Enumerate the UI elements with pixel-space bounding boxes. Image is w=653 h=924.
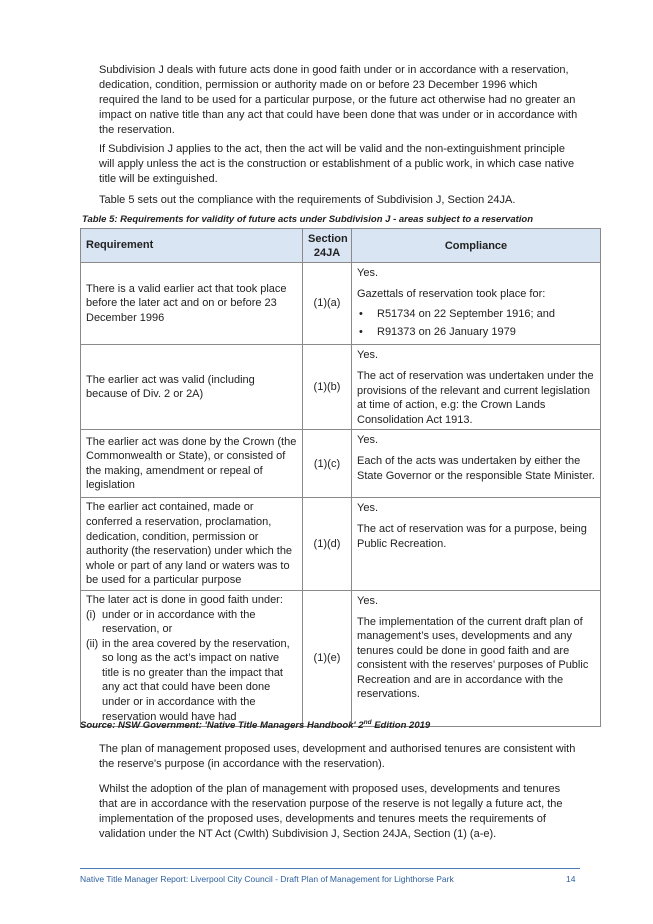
table-row xyxy=(81,590,601,726)
intro-paragraph-3: Table 5 sets out the compliance with the requirements of Subdivision J, Section 24JA. xyxy=(99,194,516,206)
requirement-cell: The earlier act was valid (including because of Div. 2 or 2A) xyxy=(81,345,303,430)
section-cell: (1)(c) xyxy=(303,430,352,498)
bullet-icon: • xyxy=(359,325,363,338)
list-item xyxy=(357,307,595,322)
header-section: Section 24JA xyxy=(303,229,352,263)
list-item xyxy=(86,637,297,725)
footer-divider xyxy=(80,868,580,869)
requirement-cell: The earlier act was done by the Crown (the Commonwealth or State), or consisted of the making, amendment or repeal of legislation xyxy=(81,430,303,498)
table-source xyxy=(80,719,430,731)
table-row xyxy=(81,430,601,498)
compliance-text: The act of reservation was undertaken under the provisions of the relevant and current legislation at time of action, e.g: the Crown Lands Consolidation Act 1913. xyxy=(357,369,594,426)
compliance-cell xyxy=(352,590,601,726)
compliance-bullet-list xyxy=(357,307,595,339)
list-item-text: R91373 on 26 January 1979 xyxy=(377,325,516,338)
closing-paragraph-2: Whilst the adoption of the plan of management with proposed uses, developments and tenures that are in accordance with the reservation purpose of the reserve is not legally a future act, the implementation of the proposed uses, developments and tenures meets the requirements of validation under the NT Act (Cwlth) Subdivision J, Section 24JA, Section (1) (a-e). xyxy=(99,783,563,840)
section-cell: (1)(b) xyxy=(303,345,352,430)
requirement-cell: There is a valid earlier act that took place before the later act and on or before 23 December 1996 xyxy=(81,263,303,345)
list-item-text: in the area covered by the reservation, so long as the act’s impact on native title is no greater than the impact that any act that could have been done under or in accordance with the reservation would have had xyxy=(102,637,290,723)
table-caption: Table 5: Requirements for validity of future acts under Subdivision J - areas subject to a reservation xyxy=(82,214,534,225)
compliance-cell xyxy=(352,430,601,498)
requirement-cell: The earlier act contained, made or conferred a reservation, proclamation, dedication, condition, permission or authority (the reservation) under which the whole or part of any land or waters was to be used for a particular purpose xyxy=(81,498,303,591)
compliance-yes: Yes. xyxy=(357,267,379,279)
requirement-intro: The later act is done in good faith under: xyxy=(86,593,283,606)
list-item xyxy=(86,608,297,637)
source-text: Source: NSW Government: 'Native Title Managers Handbook' 2 xyxy=(80,720,364,732)
compliance-yes: Yes. xyxy=(357,434,379,447)
bullet-icon: • xyxy=(359,308,363,321)
source-text-end: Edition 2019 xyxy=(371,720,431,732)
section-cell: (1)(e) xyxy=(303,590,352,726)
section-cell: (1)(a) xyxy=(303,263,352,345)
intro-paragraph-1: Subdivision J deals with future acts done in good faith under or in accordance with a reservation, dedication, condition, permission or authority made on or before 23 December 1996 which required the land to be used for a particular purpose, or the future act otherwise had no greater an impact on native title than any act that could have been done that was under or in accordance with the reservation. xyxy=(99,64,578,136)
footer-title: Native Title Manager Report: Liverpool City Council - Draft Plan of Management for Lighthorse Park xyxy=(80,874,454,884)
compliance-cell xyxy=(352,498,601,591)
closing-paragraph-1: The plan of management proposed uses, development and authorised tenures are consistent with the reserve's purpose (in accordance with the reservation). xyxy=(99,743,576,770)
requirements-table xyxy=(80,228,601,727)
table-header-row xyxy=(81,229,601,263)
intro-paragraph-2: If Subdivision J applies to the act, then the act will be valid and the non-extinguishment principle will apply unless the act is the construction or establishment of a public work, in which case native title will be extinguished. xyxy=(99,143,575,185)
list-item-number: (ii) xyxy=(86,637,99,650)
compliance-text: The act of reservation was for a purpose, being Public Recreation. xyxy=(357,522,587,550)
compliance-text: Gazettals of reservation took place for: xyxy=(357,287,546,300)
compliance-text: Each of the acts was undertaken by either the State Governor or the responsible State Minister. xyxy=(357,454,595,482)
list-item-text: under or in accordance with the reservation, or xyxy=(102,608,256,636)
compliance-text: The implementation of the current draft plan of management’s uses, developments and any tenures could be done in good faith and are consistent with the reserves’ purposes of Public Recreation and are in accordance with the reservations. xyxy=(357,615,589,701)
table-row xyxy=(81,345,601,430)
compliance-yes: Yes. xyxy=(357,349,379,362)
section-cell: (1)(d) xyxy=(303,498,352,591)
compliance-cell xyxy=(352,263,601,345)
source-superscript: nd xyxy=(363,719,372,726)
list-item-text: R51734 on 22 September 1916; and xyxy=(377,308,555,321)
table-row xyxy=(81,263,601,345)
requirement-sublist xyxy=(86,608,297,725)
page-number: 14 xyxy=(566,874,576,884)
header-requirement: Requirement xyxy=(81,229,303,263)
table-row xyxy=(81,498,601,591)
requirement-cell xyxy=(81,590,303,726)
list-item xyxy=(357,325,595,340)
list-item-number: (i) xyxy=(86,608,96,621)
compliance-yes: Yes. xyxy=(357,502,379,515)
compliance-yes: Yes. xyxy=(357,594,379,607)
header-compliance: Compliance xyxy=(352,229,601,263)
compliance-cell xyxy=(352,345,601,430)
